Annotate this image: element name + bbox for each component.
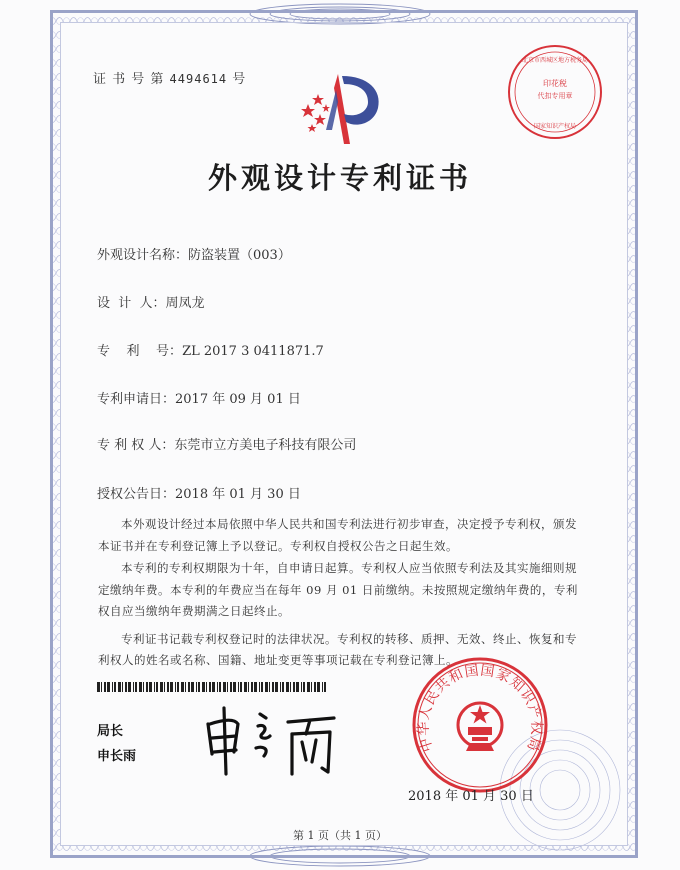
field-patentee [97, 434, 356, 453]
barcode-icon [97, 682, 327, 692]
field-application-date [97, 388, 301, 407]
field-label: 设 计 人： [97, 296, 166, 311]
official-seal-icon [410, 655, 550, 795]
tax-stamp-outer: 北京市西城区地方税务局 [521, 57, 589, 64]
seal-text: 中华人民共和国国家知识产权局 [415, 662, 545, 754]
certificate-number-value: 4494614 [169, 72, 228, 86]
director-signature-icon [200, 702, 350, 782]
director-title: 局长 [97, 724, 124, 739]
field-label: 专利申请日： [97, 392, 176, 407]
field-design-name [97, 244, 291, 263]
certificate-number-label: 证 书 号 第 [93, 72, 165, 87]
field-value: 周凤龙 [165, 296, 205, 311]
certificate-number-suffix: 号 [232, 72, 247, 87]
tax-stamp-icon [505, 42, 605, 142]
field-value: ZL 2017 3 0411871.7 [182, 344, 324, 359]
field-value: 2018 年 01 月 30 日 [175, 487, 301, 502]
body-paragraph: 本外观设计经过本局依照中华人民共和国专利法进行初步审查，决定授予专利权，颁发本证书并在专利登记簿上予以登记。专利权自授权公告之日起生效。 [98, 517, 577, 553]
certificate-title: 外观设计专利证书 [207, 161, 472, 195]
tax-stamp-bottom: 国家知识产权局 [533, 123, 577, 130]
tax-stamp-inner: 代扣专用章 [537, 92, 573, 100]
field-label: 授权公告日： [97, 487, 176, 502]
field-value: 东莞市立方美电子科技有限公司 [174, 438, 357, 453]
field-value: 防盗装置（003） [188, 248, 291, 263]
certificate-number [93, 68, 246, 87]
field-value: 2017 年 09 月 01 日 [175, 392, 301, 407]
tax-stamp-middle: 印花税 [543, 79, 567, 88]
field-label: 外观设计名称： [97, 248, 189, 263]
field-label: 专 利 号： [97, 344, 183, 359]
body-paragraph: 专利证书记载专利权登记时的法律状况。专利权的转移、质押、无效、终止、恢复和专利权人的姓名或名称、国籍、地址变更等事项记载在专利登记簿上。 [98, 631, 577, 667]
page-number: 第 1 页（共 1 页） [293, 829, 387, 842]
field-grant-date [97, 483, 301, 502]
body-paragraph: 本专利的专利权期限为十年，自申请日起算。专利权人应当依照专利法及其实施细则规定缴纳年费。本专利的年费应当在每年 09 月 01 日前缴纳。未按照规定缴纳年费的，专利权自应当缴纳年费期满之日起终止。 [98, 561, 578, 618]
field-designer [97, 292, 205, 311]
seal-date: 2018 年 01 月 30 日 [408, 789, 534, 804]
certificate-body [98, 514, 588, 673]
field-patent-number [97, 340, 324, 359]
director-name: 申长雨 [97, 749, 137, 764]
cnipa-logo-icon [298, 70, 388, 150]
field-label: 专 利 权 人： [97, 438, 175, 453]
